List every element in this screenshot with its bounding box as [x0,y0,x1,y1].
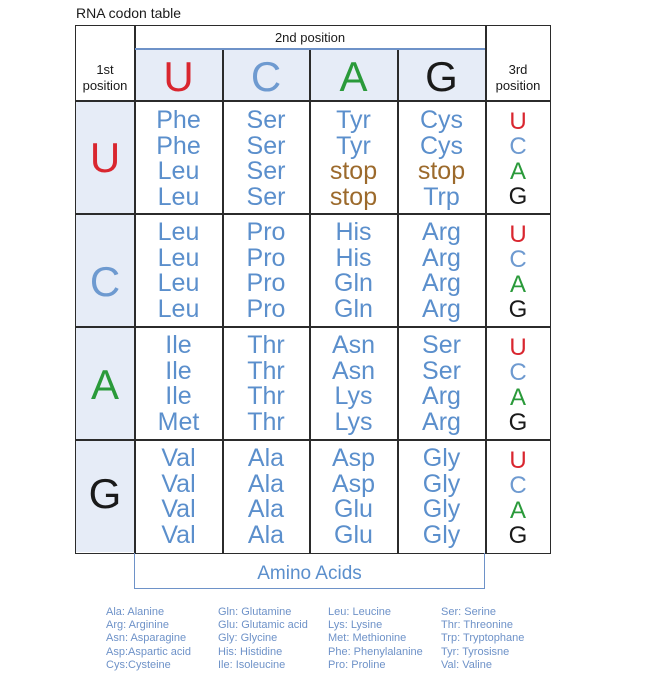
third-bases-row-c [486,217,550,327]
amino-cug: Leu [157,294,200,323]
legend-item: Met: Methionine [328,632,407,645]
amino-cuc: Leu [157,243,200,272]
amino-cac: His [335,243,372,272]
amino-uug: Leu [157,182,200,211]
third-base-u: U [509,334,527,361]
amino-gaa: Glu [334,495,373,523]
codon-cell-uc [223,106,309,212]
third-base-c: C [509,359,527,386]
amino-ucu: Ser [246,106,286,134]
codon-cell-ac [223,331,309,437]
legend-item: Arg: Arginine [106,619,169,632]
codon-cell-gu [135,444,222,550]
amino-gga: Gly [422,495,461,523]
amino-gua: Val [161,495,196,523]
legend-column-4 [441,606,524,672]
amino-ugc: Cys [419,131,464,160]
amino-gcc: Ala [247,469,285,498]
amino-acu: Thr [247,331,285,359]
legend-item: Cys:Cysteine [106,658,171,671]
third-base-a: A [509,384,526,411]
codon-cell-cg [398,218,485,324]
codon-cell-cc [223,218,309,324]
amino-gau: Asp [331,444,376,472]
legend-item: Gly: Glycine [218,632,278,645]
amino-uac: Tyr [336,131,371,160]
amino-caa: Gln [334,269,373,297]
amino-auc: Ile [165,356,192,385]
legend-item: Glu: Glutamic acid [218,619,308,632]
amino-gac: Asp [331,469,376,498]
second-base-g: G [425,53,458,100]
amino-ugg: Trp [423,182,460,211]
legend-item: Ser: Serine [441,606,497,618]
row-divider-3 [75,439,551,441]
amino-uca: Ser [246,157,286,185]
codon-cell-uu [135,106,222,212]
amino-auu: Ile [165,331,192,359]
amino-aag: Lys [334,407,373,436]
amino-ugu: Cys [419,106,464,134]
legend-column-2 [218,606,308,672]
legend-column-3 [328,606,423,672]
table-title: RNA codon table [76,5,182,21]
row-divider-2 [75,326,551,328]
third-base-u: U [509,221,527,248]
third-position-header [486,62,550,94]
legend-item: Tyr: Tyrosisne [441,645,510,658]
codon-cell-ga [310,444,397,550]
amino-gcu: Ala [247,444,285,472]
amino-cca: Pro [246,269,286,297]
codon-cell-ug [398,106,485,212]
first-base-c: C [89,258,121,305]
third-base-a: A [509,158,526,185]
amino-acids-label: Amino Acids [257,563,362,584]
amino-uuc: Phe [156,131,201,160]
third-bases-row-g [486,443,550,553]
third-base-c: C [509,472,527,499]
amino-uuu: Phe [156,106,201,134]
amino-cgu: Arg [422,218,461,246]
legend-item: Asp:Aspartic acid [106,645,191,658]
legend-item: Pro: Proline [328,658,386,671]
amino-gca: Ala [247,495,285,523]
codon-cell-ca [310,218,397,324]
first-base-u: U [89,134,121,181]
legend-item: Ala: Alanine [106,606,165,618]
third-position-header-line1: 3rd [508,62,528,77]
row-divider-1 [75,213,551,215]
amino-gug: Val [161,520,196,549]
amino-aga: Arg [422,382,461,410]
amino-acc: Thr [247,356,285,385]
amino-cgg: Arg [422,294,461,323]
amino-ccu: Pro [246,218,286,246]
codon-cell-gc [223,444,309,550]
legend-item: Lys: Lysine [328,619,383,632]
legend-item: Gln: Glutamine [218,606,292,618]
amino-aua: Ile [165,382,192,410]
amino-cgc: Arg [422,243,461,272]
amino-ccc: Pro [246,243,286,272]
amino-cga: Arg [422,269,461,297]
amino-uau: Tyr [336,106,371,134]
legend-column-1 [106,606,191,672]
legend-item: Phe: Phenylalanine [328,645,423,658]
amino-ucg: Ser [246,182,286,211]
amino-ggg: Gly [422,520,461,549]
legend-item: Ile: Isoleucine [218,658,286,671]
third-base-g: G [508,296,528,323]
amino-ccg: Pro [246,294,286,323]
amino-aac: Asn [331,356,376,385]
first-position-header-line2: position [82,78,128,93]
codon-cell-cu [135,218,222,324]
first-position-header-line1: 1st [96,62,114,77]
first-base-a: A [90,361,119,408]
legend-item: His: Histidine [218,645,283,658]
amino-aug: Met [157,407,200,436]
second-base-a: A [339,53,368,100]
amino-ggu: Gly [422,444,461,472]
first-position-header [76,62,134,94]
third-base-u: U [509,108,527,135]
amino-guu: Val [161,444,196,472]
second-base-u: U [163,53,194,100]
codon-cell-ua [310,106,397,212]
third-base-g: G [508,522,528,549]
amino-agu: Ser [422,331,461,359]
second-position-rule [135,48,485,50]
codon-cell-ag [398,331,485,437]
codon-cell-aa [310,331,397,437]
third-base-c: C [509,246,527,273]
first-base-g: G [88,470,122,517]
amino-cau: His [335,218,372,246]
amino-uua: Leu [157,157,200,185]
legend-item: Trp: Tryptophane [441,632,525,645]
third-bases-row-u [486,104,550,214]
codon-cell-gg [398,444,485,550]
third-bases-row-a [486,330,550,440]
third-position-header-line2: position [495,78,541,93]
amino-agg: Arg [422,407,461,436]
amino-aca: Thr [247,382,285,410]
amino-cag: Gln [334,294,373,323]
second-base-c: C [250,53,282,100]
legend-item: Leu: Leucine [328,606,391,618]
stop-uaa: stop [329,157,378,185]
amino-gag: Glu [334,520,373,549]
amino-aau: Asn [331,331,376,359]
amino-ucc: Ser [246,131,286,160]
amino-cuu: Leu [157,218,200,246]
third-base-u: U [509,447,527,474]
amino-cua: Leu [157,269,200,297]
legend-item: Thr: Threonine [441,619,513,632]
stop-uag: stop [329,182,378,211]
stop-uga: stop [417,157,466,185]
amino-guc: Val [161,469,196,498]
amino-gcg: Ala [247,520,285,549]
legend-item: Asn: Asparagine [106,632,187,645]
third-base-g: G [508,409,528,436]
legend-item: Val: Valine [441,658,492,671]
amino-ggc: Gly [422,469,461,498]
third-base-g: G [508,183,528,210]
second-position-header: 2nd position [274,30,346,45]
third-base-a: A [509,497,526,524]
third-base-a: A [509,271,526,298]
amino-acg: Thr [247,407,285,436]
amino-agc: Ser [422,356,461,385]
third-base-c: C [509,133,527,160]
codon-cell-au [135,331,222,437]
amino-aaa: Lys [334,382,373,410]
